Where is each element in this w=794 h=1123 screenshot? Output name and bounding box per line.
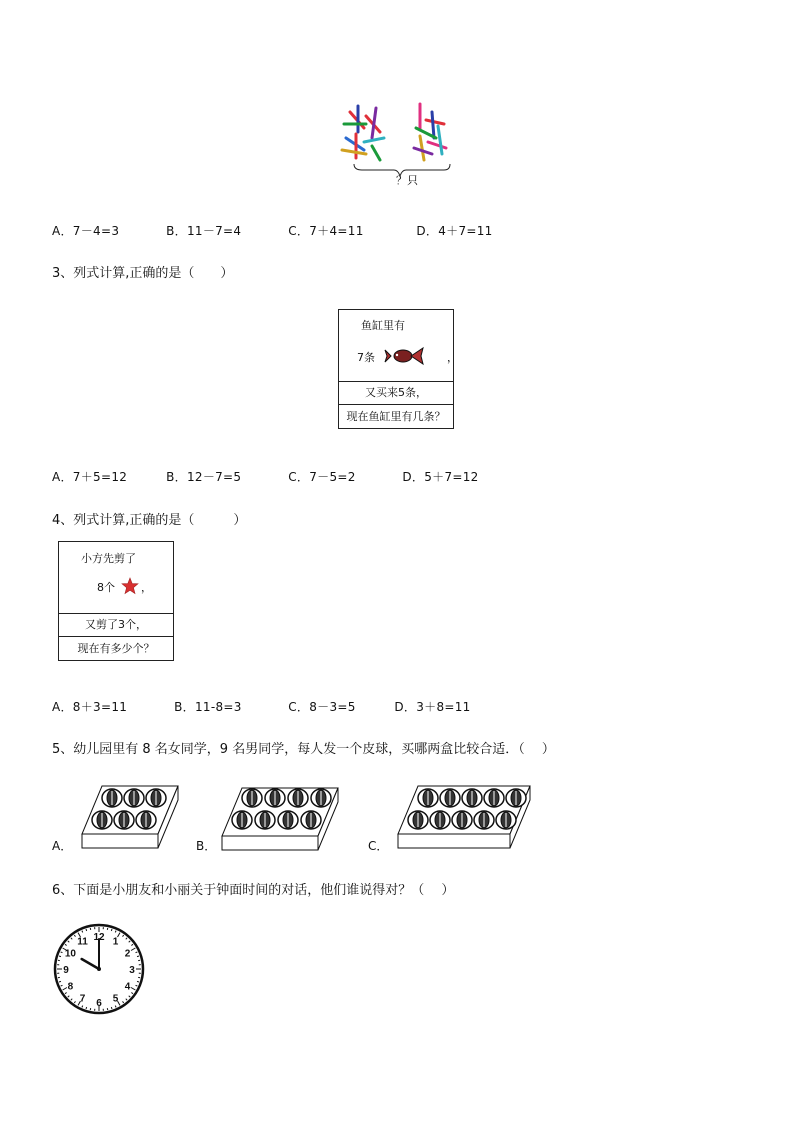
ball-icon <box>496 811 516 829</box>
q4-line3: 又剪了3个， <box>59 613 173 636</box>
clock-number: 1 <box>112 936 119 948</box>
clock-number: 11 <box>77 936 88 948</box>
ball-icon <box>440 789 460 807</box>
ball-icon <box>136 811 156 829</box>
option-d[interactable]: D．4＋7=11 <box>416 224 493 238</box>
clock-number: 4 <box>124 981 131 993</box>
q4-line2-text: 8个 <box>97 581 115 594</box>
clock-tick <box>111 929 112 931</box>
q5-option-b[interactable] <box>196 782 346 856</box>
clock-number: 5 <box>112 993 119 1005</box>
ball-icon <box>92 811 112 829</box>
clock-number: 2 <box>124 948 131 960</box>
clock-number: 7 <box>79 993 86 1005</box>
clock-number: 3 <box>129 965 135 976</box>
ball-icon <box>311 789 331 807</box>
q3-line2-text: 7条 <box>357 351 375 364</box>
q5-option-c[interactable] <box>368 782 538 856</box>
q4-word-problem-box <box>58 541 174 661</box>
option-b[interactable]: B．12－7=5 <box>166 470 242 484</box>
q3-options <box>52 468 479 485</box>
option-d[interactable]: D．5＋7=12 <box>402 470 479 484</box>
option-a[interactable]: A．8＋3=11 <box>52 700 128 714</box>
q5-title: 5、幼儿园里有 8 名女同学，9 名男同学，每人发一个皮球，买哪两盒比较合适．（ ） <box>52 742 555 757</box>
q4-line2 <box>97 576 167 596</box>
ball-icon <box>408 811 428 829</box>
q3-title: 3、列式计算,正确的是（ ） <box>52 266 234 281</box>
dragonfly-figure <box>336 98 456 190</box>
ball-icon <box>124 789 144 807</box>
clock-tick <box>59 981 61 982</box>
q6-title: 6、下面是小朋友和小丽关于钟面时间的对话，他们谁说得对？（ ） <box>52 883 455 898</box>
q3-line4: 现在鱼缸里有几条？ <box>339 404 453 428</box>
q2-options <box>52 222 493 239</box>
ball-icon <box>301 811 321 829</box>
ball-icon <box>232 811 252 829</box>
q5-option-a[interactable] <box>52 782 182 856</box>
clock-icon <box>52 922 146 1016</box>
clock-number: 8 <box>67 981 74 993</box>
ball-icon <box>506 789 526 807</box>
clock-number: 9 <box>63 965 69 976</box>
ball-grid <box>78 782 182 852</box>
ball-grid <box>218 782 344 852</box>
ball-icon <box>418 789 438 807</box>
option-c[interactable]: C．7－5=2 <box>288 470 356 484</box>
clock-tick <box>137 956 139 957</box>
q4-line2-comma: ， <box>141 581 152 594</box>
option-c-label: C． <box>368 839 389 853</box>
q3-line2 <box>357 346 458 368</box>
ball-icon <box>242 789 262 807</box>
clock-tick <box>111 1007 112 1009</box>
clock-number: 12 <box>93 932 105 943</box>
clock-tick <box>137 981 139 982</box>
q3-word-problem-box <box>338 309 458 429</box>
ball-icon <box>462 789 482 807</box>
clock-face <box>52 922 146 1016</box>
ball-icon <box>474 811 494 829</box>
ball-icon <box>255 811 275 829</box>
clock-tick <box>86 1007 87 1009</box>
ball-grid <box>394 782 534 852</box>
ball-icon <box>430 811 450 829</box>
ball-icon <box>265 789 285 807</box>
option-b[interactable]: B．11－7=4 <box>166 224 242 238</box>
clock-center <box>97 967 101 971</box>
clock-tick <box>86 929 87 931</box>
option-c[interactable]: C．8－3=5 <box>288 700 356 714</box>
ball-icon <box>278 811 298 829</box>
clock-tick <box>59 956 61 957</box>
option-a[interactable]: A．7＋5=12 <box>52 470 128 484</box>
q4-line1: 小方先剪了 <box>81 552 136 565</box>
ball-icon <box>114 811 134 829</box>
ball-icon <box>146 789 166 807</box>
ball-icon <box>288 789 308 807</box>
q3-line1: 鱼缸里有 <box>361 319 405 332</box>
clock-number: 6 <box>96 998 102 1009</box>
clock-number: 10 <box>64 948 76 960</box>
option-a[interactable]: A．7－4=3 <box>52 224 120 238</box>
option-a-label: A． <box>52 839 73 853</box>
ball-icon <box>452 811 472 829</box>
star-icon <box>121 577 139 595</box>
ball-icon <box>484 789 504 807</box>
option-c[interactable]: C．7＋4=11 <box>288 224 364 238</box>
q3-line3: 又买来5条， <box>339 381 453 404</box>
option-b[interactable]: B．11-8=3 <box>174 700 242 714</box>
option-d[interactable]: D．3＋8=11 <box>394 700 471 714</box>
goldfish-icon <box>383 346 429 366</box>
q3-line2-comma: ， <box>447 351 458 364</box>
q4-line4: 现在有多少个？ <box>59 636 173 660</box>
ball-icon <box>102 789 122 807</box>
option-b-label: B． <box>196 839 217 853</box>
figure-question-label: ？只 <box>396 174 418 187</box>
q4-options <box>52 698 471 715</box>
q4-title: 4、列式计算,正确的是（ ） <box>52 513 247 528</box>
